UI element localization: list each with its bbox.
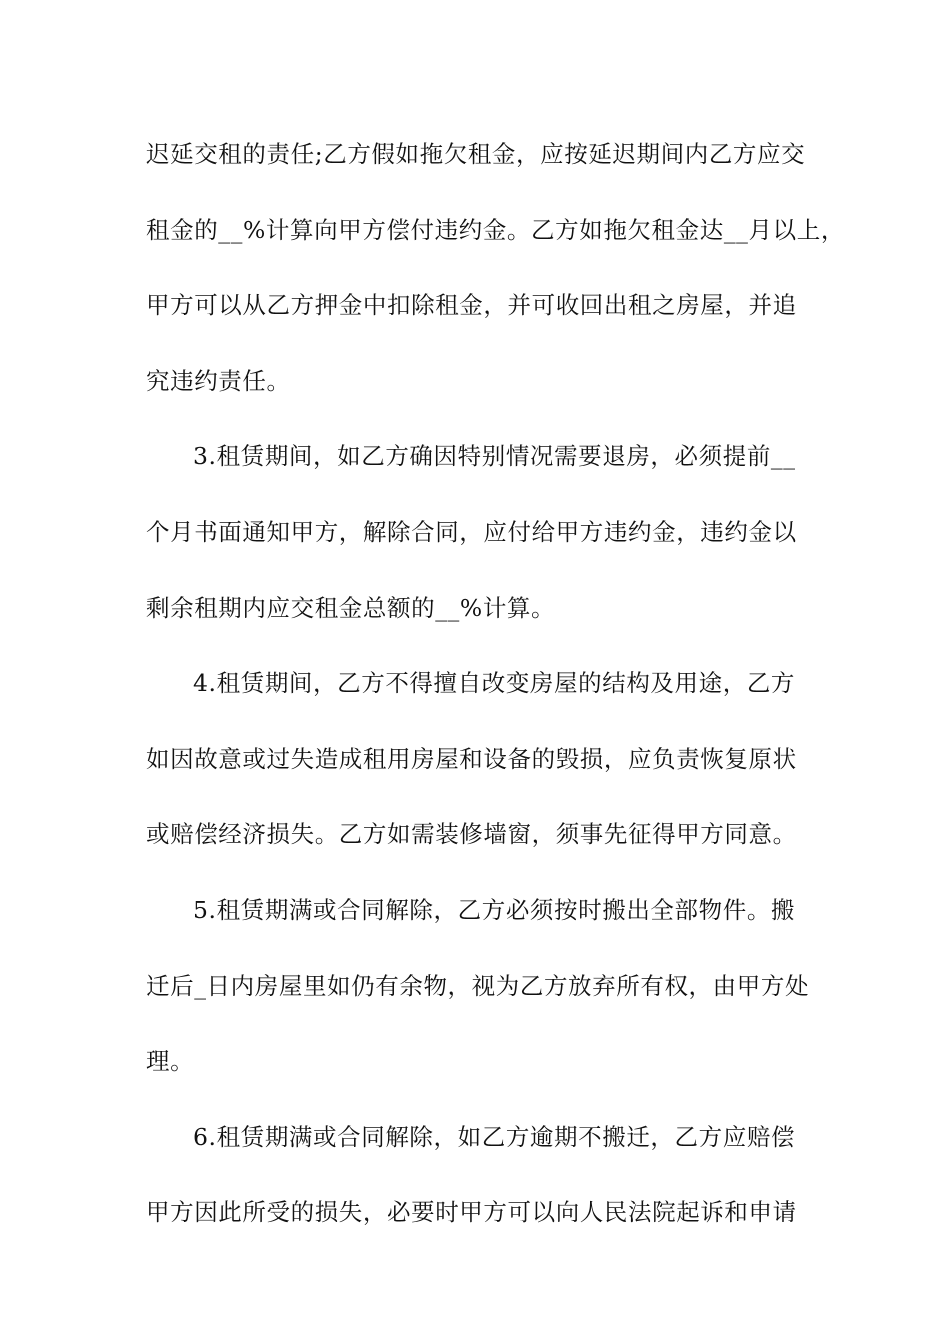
text-line: 理。 [146, 1047, 195, 1076]
paragraph-start-line: 3.租赁期间，如乙方确因特别情况需要退房，必须提前__ [193, 442, 796, 471]
paragraph-start-line: 5.租赁期满或合同解除，乙方必须按时搬出全部物件。搬 [193, 895, 796, 924]
document-body [146, 128, 845, 1262]
text-line: 如因故意或过失造成租用房屋和设备的毁损，应负责恢复原状 [146, 744, 797, 773]
text-line: 租金的__%计算向甲方偿付违约金。乙方如拖欠租金达__月以上， [146, 215, 845, 244]
text-line: 迁后_日内房屋里如仍有余物，视为乙方放弃所有权，由甲方处 [146, 971, 810, 1000]
text-line: 究违约责任。 [146, 366, 291, 395]
paragraph-start-line: 4.租赁期间，乙方不得擅自改变房屋的结构及用途，乙方 [193, 669, 796, 698]
text-line: 甲方可以从乙方押金中扣除租金，并可收回出租之房屋，并追 [146, 291, 797, 320]
text-line: 个月书面通知甲方，解除合同，应付给甲方违约金，违约金以 [146, 517, 797, 546]
text-line: 或赔偿经济损失。乙方如需装修墙窗，须事先征得甲方同意。 [146, 820, 797, 849]
text-line: 迟延交租的责任;乙方假如拖欠租金，应按延迟期间内乙方应交 [146, 140, 806, 168]
paragraph-start-line: 6.租赁期满或合同解除，如乙方逾期不搬迁，乙方应赔偿 [193, 1122, 796, 1151]
text-line: 剩余租期内应交租金总额的__%计算。 [146, 593, 556, 622]
text-line: 甲方因此所受的损失，必要时甲方可以向人民法院起诉和申请 [146, 1198, 797, 1227]
